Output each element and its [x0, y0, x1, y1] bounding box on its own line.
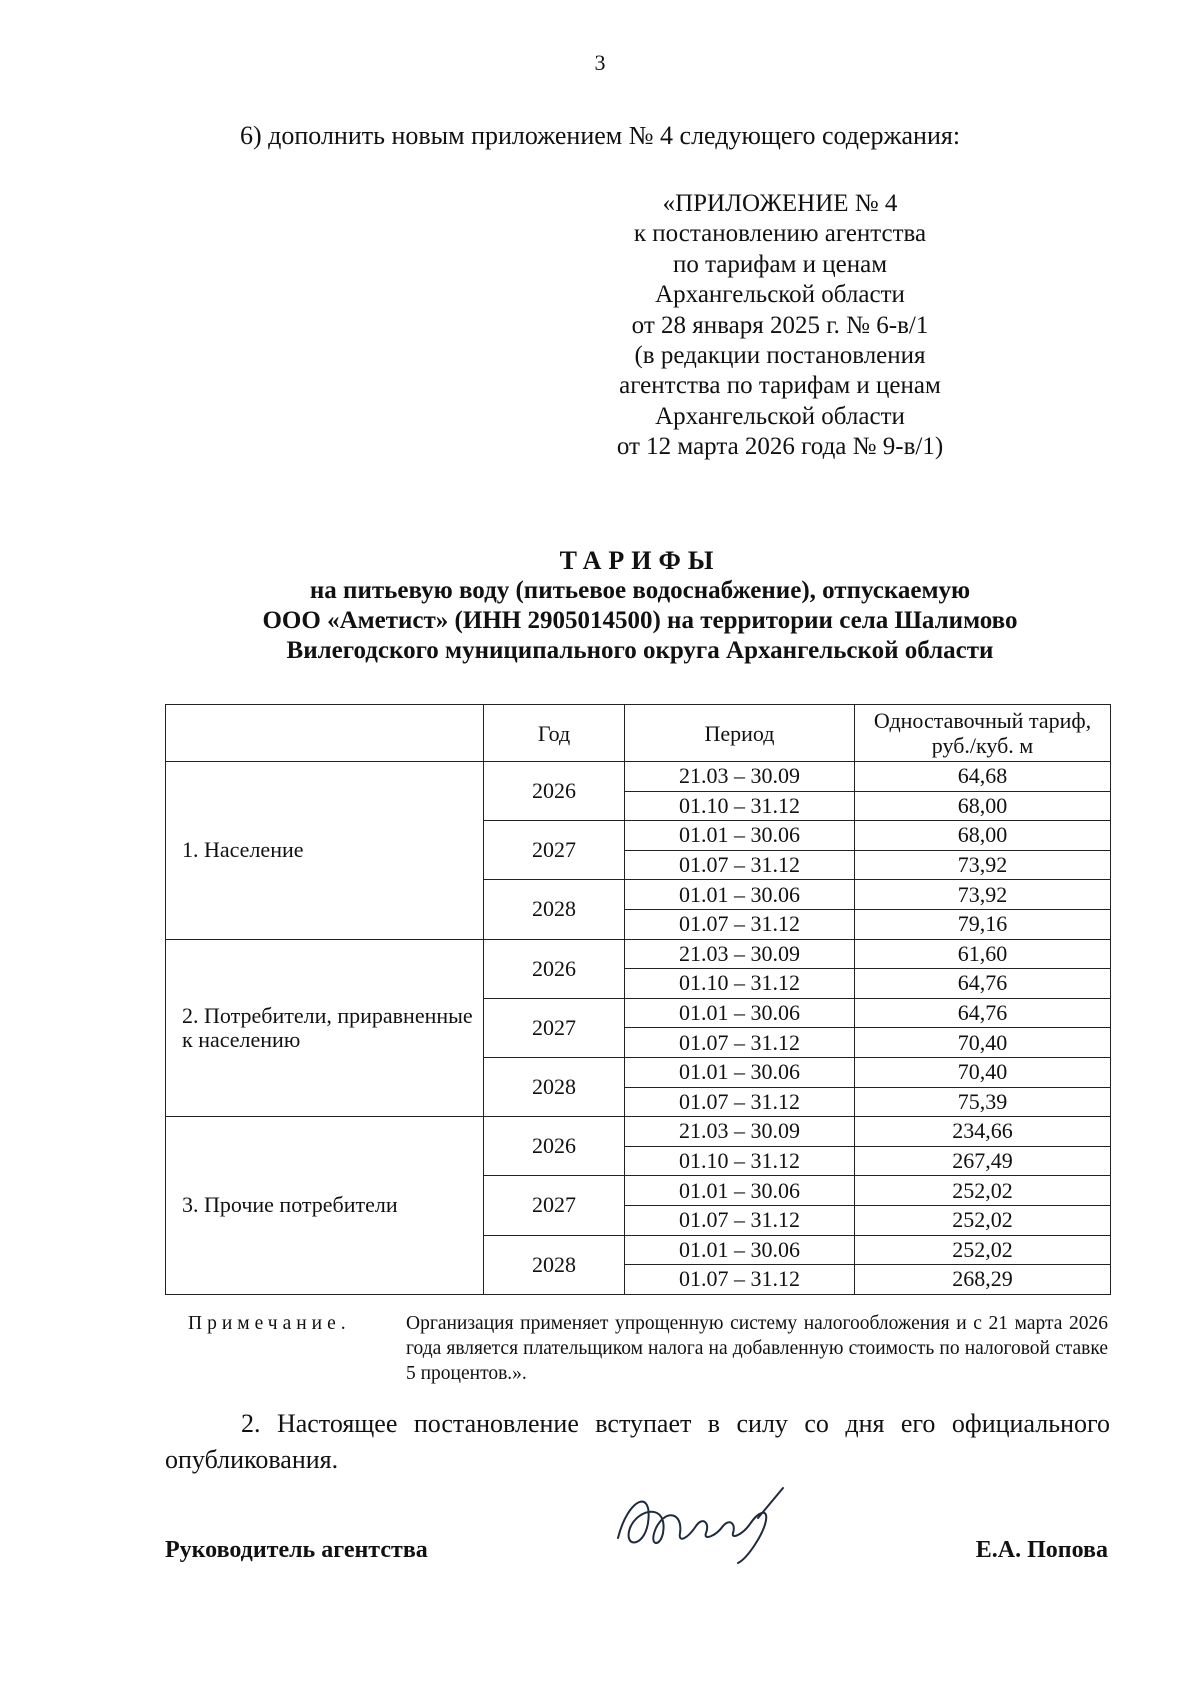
- table-row: [166, 762, 1111, 792]
- title-line: ООО «Аметист» (ИНН 2905014500) на территории села Шалимово: [262, 607, 1018, 634]
- column-header-year: Год: [484, 705, 625, 762]
- handwritten-signature: [608, 1478, 808, 1568]
- table-row: [166, 1117, 1111, 1147]
- appendix-line: к постановлению агентства: [633, 220, 927, 248]
- appendix-line: (в редакции постановления: [634, 342, 926, 370]
- appendix-line: Архангельской области: [655, 402, 905, 430]
- period-cell: 21.03 – 30.09: [625, 1117, 855, 1147]
- year-cell: 2026: [484, 1117, 625, 1176]
- tariff-cell: 252,02: [855, 1235, 1111, 1265]
- period-cell: 01.01 – 30.06: [625, 1176, 855, 1206]
- tariff-cell: 234,66: [855, 1117, 1111, 1147]
- tariff-cell: 68,00: [855, 791, 1111, 821]
- tariffs-table: [165, 704, 1111, 1295]
- tariff-cell: 61,60: [855, 939, 1111, 969]
- tariff-cell: 267,49: [855, 1146, 1111, 1176]
- appendix-line: Архангельской области: [655, 281, 905, 309]
- tariff-cell: 79,16: [855, 909, 1111, 939]
- column-header-period: Период: [625, 705, 855, 762]
- year-cell: 2026: [484, 939, 625, 998]
- tariff-cell: 64,68: [855, 762, 1111, 792]
- title-line: на питьевую воду (питьевое водоснабжение), отпускаемую: [309, 577, 971, 604]
- consumer-group-cell: 2. Потребители, приравненные к населению: [166, 939, 484, 1117]
- period-cell: 01.01 – 30.06: [625, 880, 855, 910]
- appendix-header: [560, 189, 1000, 463]
- year-cell: 2027: [484, 1176, 625, 1235]
- table-header-row: [166, 705, 1111, 762]
- column-header-category: [166, 705, 484, 762]
- appendix-line: от 28 января 2025 г. № 6-в/1: [631, 311, 929, 339]
- period-cell: 01.10 – 31.12: [625, 791, 855, 821]
- tariff-cell: 252,02: [855, 1205, 1111, 1235]
- note-text: Организация применяет упрощенную систему налогообложения и с 21 марта 2026 года является плательщиком налога на добавленную стоимость по налоговой ставке 5 процентов.».: [406, 1313, 1108, 1384]
- period-cell: 01.10 – 31.12: [625, 1146, 855, 1176]
- tariff-cell: 268,29: [855, 1265, 1111, 1295]
- period-cell: 01.01 – 30.06: [625, 821, 855, 851]
- year-cell: 2027: [484, 998, 625, 1057]
- appendix-line: агентства по тарифам и ценам: [619, 372, 941, 400]
- table-row: [166, 939, 1111, 969]
- tariff-cell: 252,02: [855, 1176, 1111, 1206]
- year-cell: 2026: [484, 762, 625, 821]
- period-cell: 01.07 – 31.12: [625, 850, 855, 880]
- appendix-line: от 12 марта 2026 года № 9-в/1): [616, 433, 944, 461]
- appendix-line: по тарифам и ценам: [672, 250, 888, 278]
- tariff-cell: 64,76: [855, 969, 1111, 999]
- period-cell: 01.01 – 30.06: [625, 998, 855, 1028]
- year-cell: 2028: [484, 1235, 625, 1294]
- signatory-name: Е.А. Попова: [975, 1537, 1108, 1563]
- year-cell: 2028: [484, 880, 625, 939]
- column-header-tariff: Одноставочный тариф, руб./куб. м: [855, 705, 1111, 762]
- period-cell: 21.03 – 30.09: [625, 939, 855, 969]
- tariff-cell: 70,40: [855, 1057, 1111, 1087]
- tariff-cell: 70,40: [855, 1028, 1111, 1058]
- tariff-cell: 73,92: [855, 880, 1111, 910]
- consumer-group-cell: 3. Прочие потребители: [166, 1117, 484, 1295]
- table-body: [166, 762, 1111, 1295]
- period-cell: 01.07 – 31.12: [625, 1028, 855, 1058]
- document-title: [150, 546, 1130, 666]
- period-cell: 01.01 – 30.06: [625, 1235, 855, 1265]
- note-label: Примечание.: [188, 1313, 351, 1334]
- appendix-line: «ПРИЛОЖЕНИЕ № 4: [662, 190, 898, 217]
- period-cell: 01.07 – 31.12: [625, 1265, 855, 1295]
- intro-paragraph: 6) дополнить новым приложением № 4 следующего содержания:: [240, 121, 961, 150]
- year-cell: 2028: [484, 1057, 625, 1116]
- period-cell: 01.01 – 30.06: [625, 1057, 855, 1087]
- clause-2: 2. Настоящее постановление вступает в силу со дня его официального опубликования.: [165, 1409, 1110, 1474]
- period-cell: 01.07 – 31.12: [625, 909, 855, 939]
- tariff-cell: 73,92: [855, 850, 1111, 880]
- period-cell: 01.10 – 31.12: [625, 969, 855, 999]
- title-line: Вилегодского муниципального округа Архангельской области: [286, 637, 994, 664]
- page-number: 3: [594, 50, 606, 75]
- period-cell: 01.07 – 31.12: [625, 1205, 855, 1235]
- tariff-cell: 64,76: [855, 998, 1111, 1028]
- year-cell: 2027: [484, 821, 625, 880]
- consumer-group-cell: 1. Население: [166, 762, 484, 940]
- title-heading: ТАРИФЫ: [559, 546, 721, 575]
- period-cell: 01.07 – 31.12: [625, 1087, 855, 1117]
- tariff-cell: 75,39: [855, 1087, 1111, 1117]
- tariff-cell: 68,00: [855, 821, 1111, 851]
- period-cell: 21.03 – 30.09: [625, 762, 855, 792]
- signatory-role: Руководитель агентства: [165, 1537, 428, 1563]
